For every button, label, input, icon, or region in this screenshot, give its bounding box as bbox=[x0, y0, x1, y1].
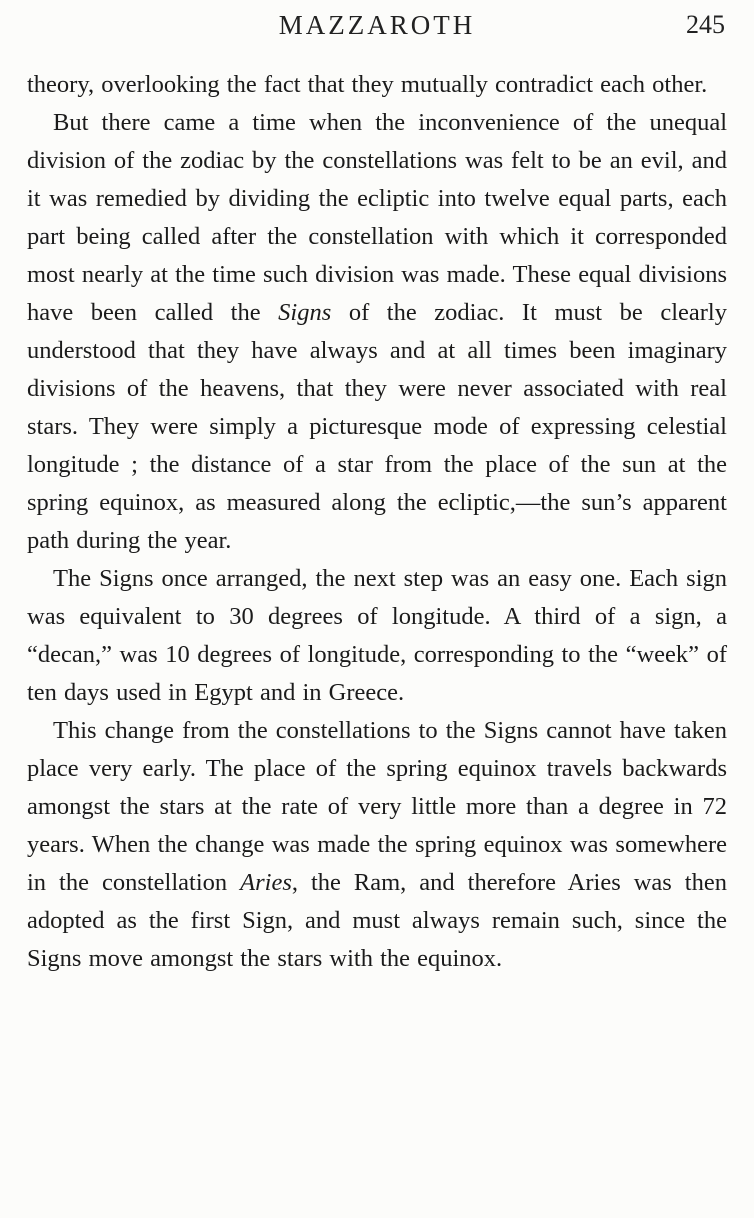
paragraph-continuation bbox=[27, 66, 727, 104]
paragraph-text: theory, overlooking the fact that they mutually contradict each other. bbox=[27, 71, 708, 98]
paragraph-text: The Signs once arranged, the next step was an easy one. Each sign was equivalent to 30 degrees of longitude. A third of a sign, a “decan,” was 10 degrees of longitude, corresponding to the “week” of ten days used in Egypt and in Greece. bbox=[27, 565, 727, 706]
paragraph-text: of the zodiac. It must be clearly understood that they have always and at all times been imaginary divisions of the heavens, that they were never associated with real stars. They were simply a picturesque mode of expressing celestial longitude ; the distance of a star from the place of the sun at the spring equinox, as measured along the ecliptic,—the sun’s apparent path during the year. bbox=[27, 299, 727, 554]
emphasis-signs: Signs bbox=[278, 299, 332, 326]
page-header bbox=[27, 10, 727, 52]
emphasis-aries: Aries bbox=[240, 869, 292, 896]
paragraph-text: , the Ram, and therefore Aries was then adopted as the first Sign, and must always remain such, since the Signs move amongst the stars with the equinox. bbox=[27, 869, 727, 972]
paragraph-text: This change from the constellations to the Signs cannot have taken place very early. The place of the spring equinox travels backwards amongst the stars at the rate of very little more than a degree in 72 years. When the change was made the spring equinox was somewhere in the constellation bbox=[27, 717, 727, 896]
paragraph-decans bbox=[27, 560, 727, 712]
paragraph-aries bbox=[27, 712, 727, 978]
running-title: MAZZAROTH bbox=[278, 10, 476, 40]
paragraph-text: But there came a time when the inconvenience of the unequal division of the zodiac by the constellations was felt to be an evil, and it was remedied by dividing the ecliptic into twelve equal parts, each part being called after the constellation with which it corresponded most nearly at the time such division was made. These equal divisions have been called the bbox=[27, 109, 727, 326]
body-text bbox=[27, 66, 727, 978]
paragraph-signs-of-zodiac bbox=[27, 104, 727, 560]
page-number: 245 bbox=[686, 10, 725, 39]
